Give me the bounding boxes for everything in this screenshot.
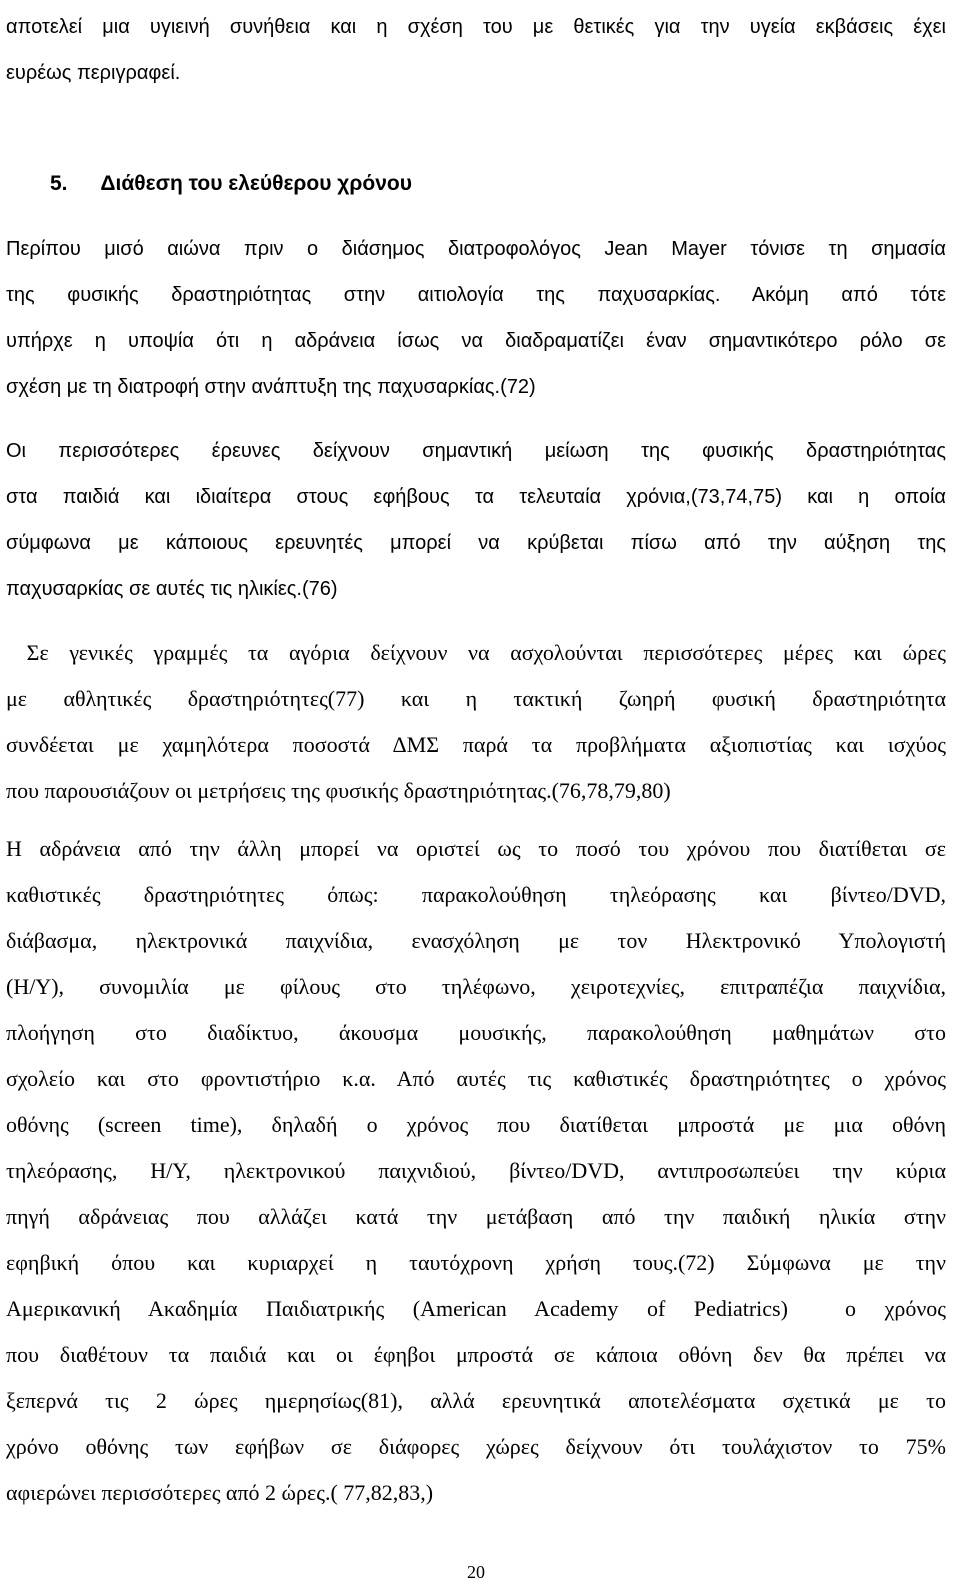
text-line: που παρουσιάζουν οι μετρήσεις της φυσικής δραστηριότητας.(76,78,79,80) <box>6 778 671 803</box>
text-line: ευρέως περιγραφεί. <box>6 62 181 84</box>
section-title: Διάθεση του ελεύθερου χρόνου <box>100 172 412 195</box>
section-heading <box>6 161 946 207</box>
continuation-paragraph <box>6 4 946 96</box>
text-line: αποτελεί μια υγιεινή συνήθεια και η σχέση του με θετικές για την υγεία εκβάσεις έχει <box>6 16 946 38</box>
text-line: της φυσικής δραστηριότητας στην αιτιολογία της παχυσαρκίας. Ακόμη από τότε <box>6 284 946 306</box>
text-line: συνδέεται με χαμηλότερα ποσοστά ΔΜΣ παρά τα προβλήματα αξιοπιστίας και ισχύος <box>6 732 946 757</box>
text-line: οθόνης (screen time), δηλαδή ο χρόνος που διατίθεται μπροστά με μια οθόνη <box>6 1112 946 1137</box>
text-line: αφιερώνει περισσότερες από 2 ώρες.( 77,82,83,) <box>6 1480 434 1505</box>
text-line: παχυσαρκίας σε αυτές τις ηλικίες.(76) <box>6 578 338 600</box>
paragraph-2 <box>6 428 946 612</box>
text-line: καθιστικές δραστηριότητες όπως: παρακολούθηση τηλεόρασης και βίντεο/DVD, <box>6 882 946 907</box>
text-line: που διαθέτουν τα παιδιά και οι έφηβοι μπροστά σε κάποια οθόνη δεν θα πρέπει να <box>6 1342 946 1367</box>
text-line: Αμερικανική Ακαδημία Παιδιατρικής (American Academy of Pediatrics) ο χρόνος <box>6 1296 946 1321</box>
text-line: Οι περισσότερες έρευνες δείχνουν σημαντική μείωση της φυσικής δραστηριότητας <box>6 440 946 462</box>
text-line: ξεπερνά τις 2 ώρες ημερησίως(81), αλλά ερευνητικά αποτελέσματα σχετικά με το <box>6 1388 946 1413</box>
section-number: 5. <box>50 172 68 195</box>
document-page <box>6 0 946 1592</box>
text-line: Η αδράνεια από την άλλη μπορεί να οριστεί ως το ποσό του χρόνου που διατίθεται σε <box>6 836 946 861</box>
text-line: Σε γενικές γραμμές τα αγόρια δείχνουν να ασχολούνται περισσότερες μέρες και ώρες <box>6 640 946 665</box>
text-line: σχολείο και στο φροντιστήριο κ.α. Από αυτές τις καθιστικές δραστηριότητες ο χρόνος <box>6 1066 946 1091</box>
text-line: σύμφωνα με κάποιους ερευνητές μπορεί να κρύβεται πίσω από την αύξηση της <box>6 532 946 554</box>
paragraph-4 <box>6 826 946 1516</box>
paragraph-3 <box>6 630 946 814</box>
text-line: με αθλητικές δραστηριότητες(77) και η τακτική ζωηρή φυσική δραστηριότητα <box>6 686 946 711</box>
text-line: σχέση με τη διατροφή στην ανάπτυξη της παχυσαρκίας.(72) <box>6 376 536 398</box>
text-line: πλοήγηση στο διαδίκτυο, άκουσμα μουσικής, παρακολούθηση μαθημάτων στο <box>6 1020 946 1045</box>
text-line: πηγή αδράνειας που αλλάζει κατά την μετάβαση από την παιδική ηλικία στην <box>6 1204 946 1229</box>
text-line: Περίπου μισό αιώνα πριν ο διάσημος διατροφολόγος Jean Mayer τόνισε τη σημασία <box>6 238 946 260</box>
text-line: χρόνο οθόνης των εφήβων σε διάφορες χώρες δείχνουν ότι τουλάχιστον το 75% <box>6 1434 946 1459</box>
text-line: τηλεόρασης, Η/Υ, ηλεκτρονικού παιχνιδιού, βίντεο/DVD, αντιπροσωπεύει την κύρια <box>6 1158 946 1183</box>
text-line: στα παιδιά και ιδιαίτερα στους εφήβους τα τελευταία χρόνια,(73,74,75) και η οποία <box>6 486 946 508</box>
text-line: υπήρχε η υποψία ότι η αδράνεια ίσως να διαδραματίζει έναν σημαντικότερο ρόλο σε <box>6 330 946 352</box>
text-line: διάβασμα, ηλεκτρονικά παιχνίδια, ενασχόληση με τον Ηλεκτρονικό Υπολογιστή <box>6 928 946 953</box>
text-line: εφηβική όπου και κυριαρχεί η ταυτόχρονη χρήση τους.(72) Σύμφωνα με την <box>6 1250 946 1275</box>
paragraph-1 <box>6 226 946 410</box>
page-number: 20 <box>467 1562 485 1582</box>
text-line: (Η/Υ), συνομιλία με φίλους στο τηλέφωνο, χειροτεχνίες, επιτραπέζια παιχνίδια, <box>6 974 946 999</box>
